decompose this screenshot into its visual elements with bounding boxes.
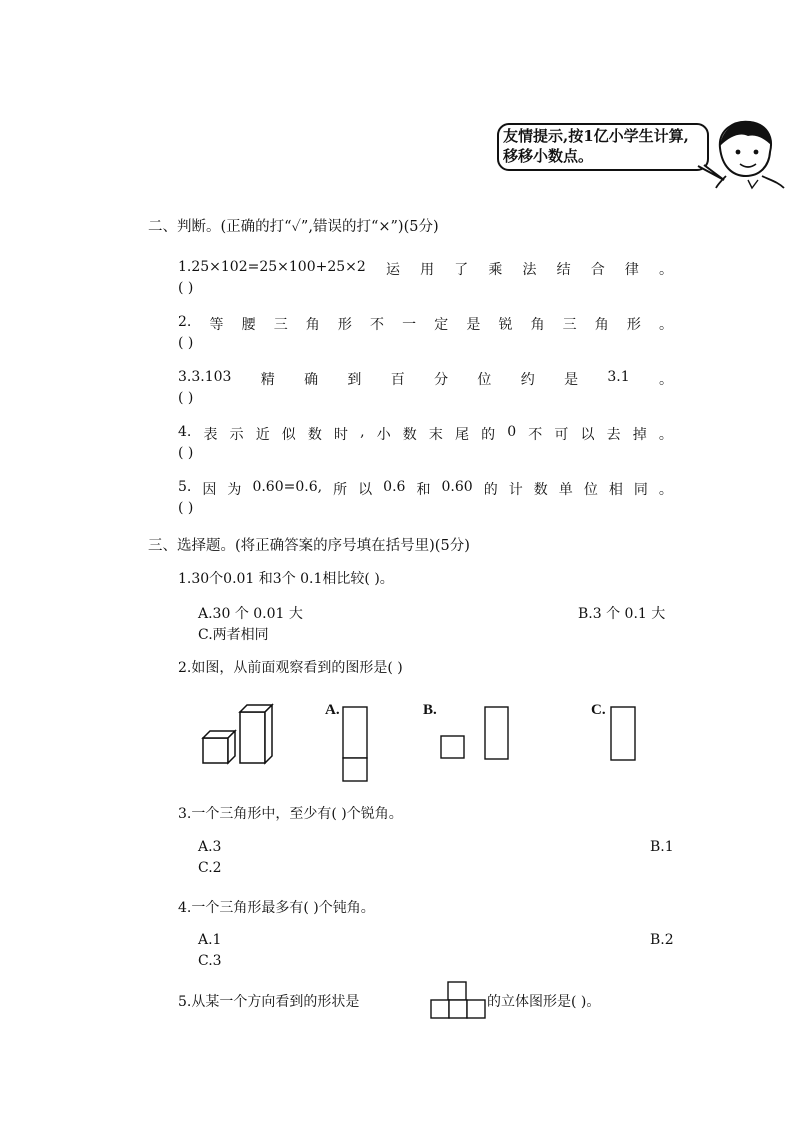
item-part: 小 bbox=[376, 427, 391, 443]
item-part: 1.25×102=25×100+25×2 bbox=[178, 259, 366, 275]
item-part: 计 bbox=[508, 482, 523, 498]
item-part: 掉 bbox=[632, 427, 647, 443]
item-part: 是 bbox=[564, 372, 579, 388]
section-2-title: 二、判断。(正确的打“✓”,错误的打“×”)(5分) bbox=[148, 219, 439, 235]
view-shape-figure bbox=[430, 980, 490, 1020]
item-part: 因 bbox=[202, 482, 217, 498]
item-part: 示 bbox=[229, 427, 244, 443]
item-part: 表 bbox=[203, 427, 218, 443]
item-part: 2. bbox=[178, 314, 192, 330]
choice-q3-option-a[interactable]: A.3 bbox=[198, 839, 222, 855]
item-part: 约 bbox=[520, 372, 535, 388]
item-part: 数 bbox=[533, 482, 548, 498]
item-part: 不 bbox=[370, 317, 385, 333]
cube-and-prism-figure bbox=[200, 700, 280, 770]
item-part: 分 bbox=[434, 372, 449, 388]
option-c-label[interactable]: C. bbox=[591, 702, 606, 718]
item-part: 。 bbox=[658, 262, 673, 278]
item-part: 的 bbox=[481, 427, 496, 443]
item-part: 。 bbox=[658, 372, 673, 388]
choice-q3-text: 3.一个三角形中，至少有( )个锐角。 bbox=[178, 806, 403, 822]
item-part: 百 bbox=[390, 372, 405, 388]
choice-q3-option-c[interactable]: C.2 bbox=[198, 860, 222, 876]
choice-q1-text: 1.30个0.01 和3个 0.1相比较( )。 bbox=[178, 571, 394, 587]
choice-q4-text: 4.一个三角形最多有( )个钝角。 bbox=[178, 900, 375, 916]
item-part: 三 bbox=[273, 317, 288, 333]
item-part: 角 bbox=[305, 317, 320, 333]
option-b-figure bbox=[440, 706, 510, 762]
item-part: 。 bbox=[658, 427, 673, 443]
item-part: 法 bbox=[522, 262, 537, 278]
item-part: 和 bbox=[416, 482, 431, 498]
item-part: 的 bbox=[483, 482, 498, 498]
item-part: 单 bbox=[558, 482, 573, 498]
item-part: 0.6 bbox=[383, 479, 406, 495]
item-part: 腰 bbox=[241, 317, 256, 333]
item-part: 是 bbox=[466, 317, 481, 333]
option-a-figure bbox=[342, 706, 370, 782]
item-part: 时 bbox=[334, 427, 349, 443]
judge-item-4 bbox=[178, 424, 673, 444]
item-part: 0.60 bbox=[441, 479, 473, 495]
item-part: 结 bbox=[556, 262, 571, 278]
tip-line-1: 友情提示,按1亿小学生计算, bbox=[503, 127, 689, 145]
item-part: 。 bbox=[658, 482, 673, 498]
item-part: 5. bbox=[178, 479, 192, 495]
answer-paren-1[interactable]: ( ) bbox=[178, 280, 194, 296]
option-b-label[interactable]: B. bbox=[423, 702, 437, 718]
item-part: 0 bbox=[507, 424, 517, 440]
item-part: 0.60=0.6, bbox=[252, 479, 323, 495]
judge-item-2 bbox=[178, 314, 673, 334]
choice-q1-option-a[interactable]: A.30 个 0.01 大 bbox=[198, 606, 303, 622]
item-part: 所 bbox=[333, 482, 348, 498]
item-part: 4. bbox=[178, 424, 192, 440]
judge-item-3 bbox=[178, 369, 673, 389]
item-part: 角 bbox=[594, 317, 609, 333]
item-part: 去 bbox=[606, 427, 621, 443]
item-part: 为 bbox=[227, 482, 242, 498]
item-part: 一 bbox=[402, 317, 417, 333]
choice-q4-option-b[interactable]: B.2 bbox=[650, 932, 674, 948]
item-part: 到 bbox=[347, 372, 362, 388]
item-part: 数 bbox=[402, 427, 417, 443]
item-part: 以 bbox=[580, 427, 595, 443]
item-part: 可 bbox=[554, 427, 569, 443]
tip-line-2: 移移小数点。 bbox=[503, 147, 594, 165]
choice-q2-text: 2.如图，从前面观察看到的图形是( ) bbox=[178, 660, 403, 676]
choice-q1-option-b[interactable]: B.3 个 0.1 大 bbox=[578, 606, 666, 622]
item-part: 3.3.103 bbox=[178, 369, 232, 385]
item-part: 定 bbox=[434, 317, 449, 333]
item-part: 位 bbox=[477, 372, 492, 388]
item-part: 三 bbox=[562, 317, 577, 333]
item-part: 位 bbox=[583, 482, 598, 498]
answer-paren-5[interactable]: ( ) bbox=[178, 500, 194, 516]
item-part: , bbox=[360, 424, 365, 440]
item-part: 相 bbox=[608, 482, 623, 498]
item-part: 尾 bbox=[455, 427, 470, 443]
item-part: 确 bbox=[304, 372, 319, 388]
answer-paren-4[interactable]: ( ) bbox=[178, 445, 194, 461]
boy-illustration bbox=[712, 118, 787, 188]
item-part: 近 bbox=[255, 427, 270, 443]
item-part: 角 bbox=[530, 317, 545, 333]
item-part: 乘 bbox=[488, 262, 503, 278]
item-part: 精 bbox=[260, 372, 275, 388]
answer-paren-3[interactable]: ( ) bbox=[178, 390, 194, 406]
item-part: 律 bbox=[624, 262, 639, 278]
item-part: 锐 bbox=[498, 317, 513, 333]
item-part: 形 bbox=[337, 317, 352, 333]
item-part: 形 bbox=[626, 317, 641, 333]
choice-q4-option-a[interactable]: A.1 bbox=[198, 932, 222, 948]
item-part: 。 bbox=[659, 317, 673, 333]
item-part: 以 bbox=[358, 482, 373, 498]
choice-q1-option-c[interactable]: C.两者相同 bbox=[198, 627, 269, 643]
item-part: 合 bbox=[590, 262, 605, 278]
tip-text bbox=[503, 126, 689, 166]
item-part: 运 bbox=[385, 262, 400, 278]
item-part: 用 bbox=[420, 262, 435, 278]
option-a-label[interactable]: A. bbox=[325, 702, 340, 718]
item-part: 了 bbox=[454, 262, 469, 278]
choice-q3-option-b[interactable]: B.1 bbox=[650, 839, 674, 855]
section-3-title: 三、选择题。(将正确答案的序号填在括号里)(5分) bbox=[148, 538, 470, 554]
item-part: 同 bbox=[633, 482, 648, 498]
choice-q4-option-c[interactable]: C.3 bbox=[198, 953, 222, 969]
item-part: 似 bbox=[281, 427, 296, 443]
judge-item-5 bbox=[178, 479, 673, 499]
item-part: 3.1 bbox=[607, 369, 630, 385]
item-part: 不 bbox=[528, 427, 543, 443]
choice-q5-text-after: 的立体图形是( )。 bbox=[487, 994, 601, 1010]
item-part: 等 bbox=[209, 317, 224, 333]
item-part: 数 bbox=[307, 427, 322, 443]
judge-item-1 bbox=[178, 259, 673, 279]
option-c-figure bbox=[610, 706, 638, 762]
item-part: 末 bbox=[428, 427, 443, 443]
choice-q5-text-before: 5.从某一个方向看到的形状是 bbox=[178, 994, 360, 1010]
answer-paren-2[interactable]: ( ) bbox=[178, 335, 194, 351]
